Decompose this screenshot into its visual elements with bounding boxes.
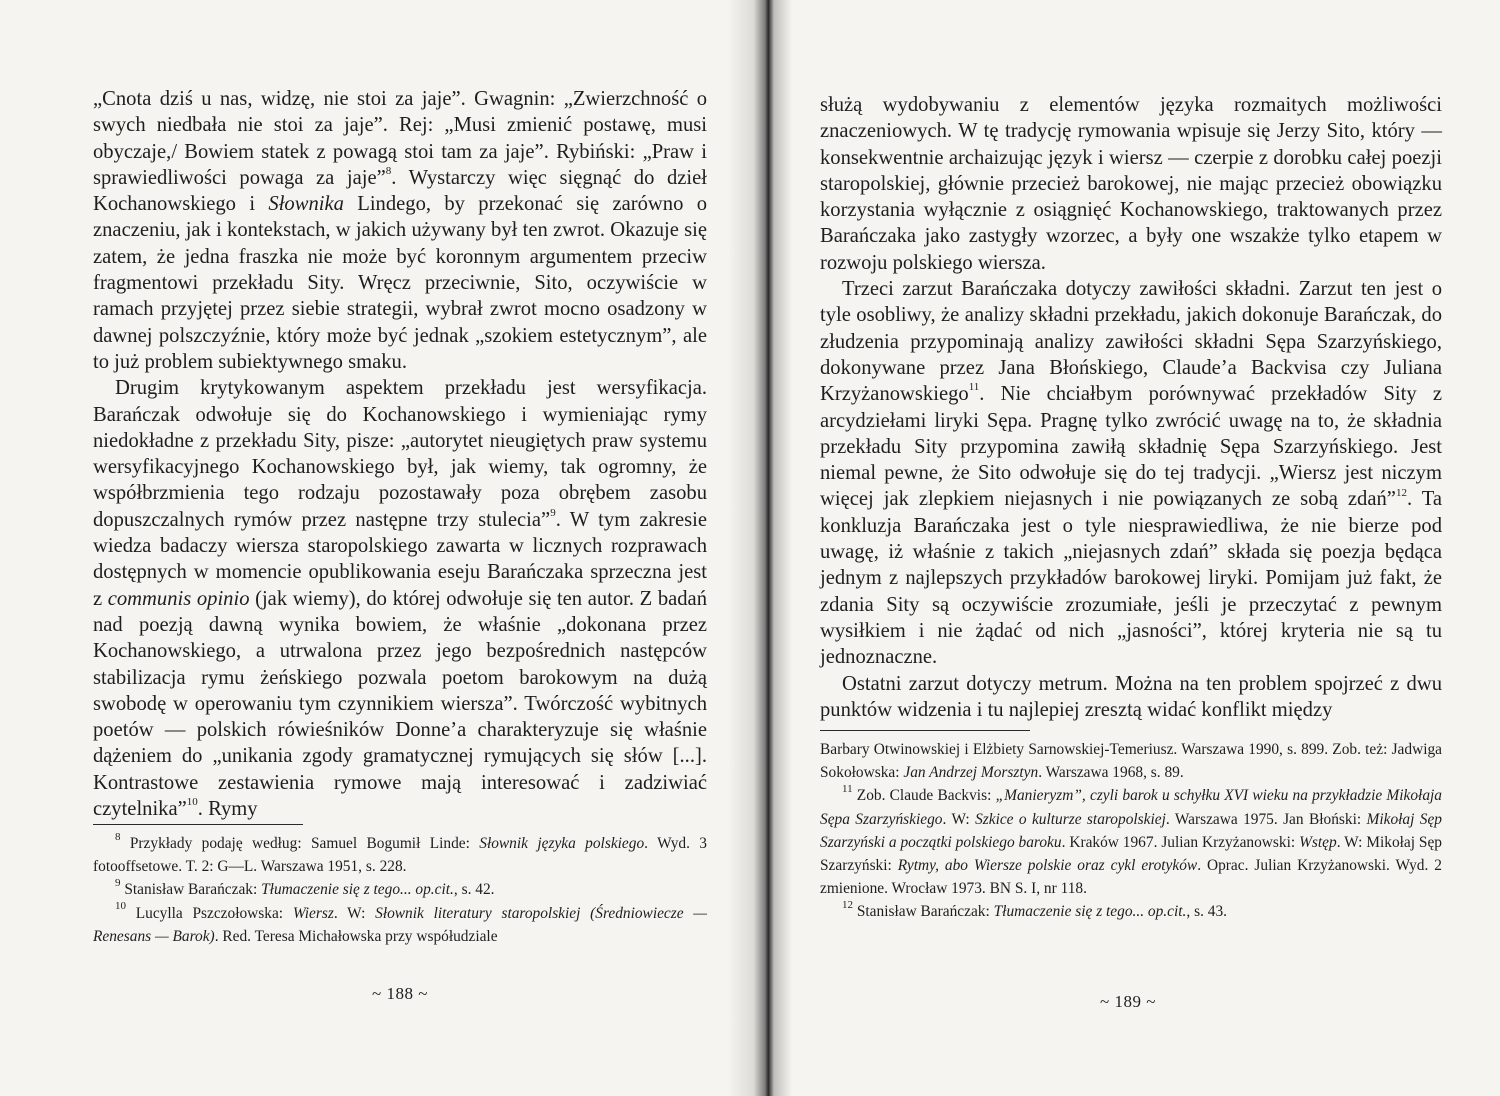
footnote (93, 902, 707, 948)
italic-text: Tłumaczenie się z tego... op.cit. (993, 903, 1187, 921)
italic-text: Słownik języka polskiego (479, 835, 645, 852)
paragraph (820, 671, 1442, 724)
paragraph (93, 375, 707, 822)
footnote-marker: 10 (115, 900, 126, 913)
footnote-marker: 12 (842, 899, 853, 912)
left-body-text (93, 86, 707, 822)
text-run: . Warszawa 1968, s. 89. (1038, 764, 1184, 782)
text-run: „Cnota dziś u nas, widzę, nie stoi za jaje”. Gwagnin: „Zwierzchność o swych niedbała nie stoi za jaje”. Rej: „Musi zmienić postawę, musi obyczaje,/ Bowiem statek z powagą stoi tam za jaje”. Rybiński: „Praw i sprawiedliwości powaga za jaje” (93, 88, 707, 189)
text-run: . Kraków 1967. Julian Krzyżanowski: (1061, 833, 1300, 851)
italic-text: Szkice o kulturze staropolskiej (975, 810, 1166, 828)
italic-text: Tłumaczenie się z tego... op.cit. (261, 881, 454, 899)
text-run: . Nie chciałbym porównywać przekładów Sity z arcydziełami liryki Sępa. Pragnę tylko zwrócić uwagę na to, że składnia przekładu Sity przypomina zawiłą składnię Sępa Szarzyńskiego. Jest niemal pewne, że Sito odwołuje się do tej tradycji. „Wiersz jest niczym więcej jak zlepkiem niejasnych i nie powiązanych ze sobą zdań” (820, 383, 1442, 511)
footnote-marker: 11 (968, 381, 980, 394)
footnote (820, 784, 1442, 900)
italic-text: Wiersz (292, 904, 334, 922)
text-run: służą wydobywaniu z elementów języka rozmaitych możliwości znaczeniowych. W tę tradycję rymowania wpisuje się Jerzy Sito, który — konsekwentnie archaizując język i wiersz — czerpie z dorobku całej poezji staropolskiej, głównie przecież barokowej, nie mając przecież obowiązku korzystania wyłącznie z osiągnięć Kochanowskiego, traktowanych przez Barańczaka jako zastygły wzorzec, a były one wszakże tylko etapem w rozwoju polskiego wiersza. (820, 94, 1442, 274)
left-footnotes (93, 832, 707, 948)
text-run: Stanisław Barańczak: (853, 903, 994, 921)
footnote-marker: 11 (842, 783, 853, 796)
book-gutter (728, 0, 792, 1096)
text-run: , s. 43. (1186, 903, 1228, 921)
footnote-marker: 10 (186, 796, 198, 809)
right-body-text (820, 92, 1442, 723)
text-run: (jak wiemy), do której odwołuje się ten autor. Z badań nad poezją dawną wynika bowiem, że właśnie „dokonana przez Kochanowskiego, a utrwalona przez jego bezpośrednich następców stabilizacja rymu żeńskiego pozwala poetom barokowym na dużą swobodę w operowaniu tym czynnikiem wiersza”. Twórczość wybitnych poetów — polskich rówieśników Donne’a charakteryzuje się właśnie dążeniem do „unikania zgody gramatycznej rymujących się słów [...]. Kontrastowe zestawienia rymowe mają interesować i zadziwiać czytelnika” (93, 587, 707, 821)
text-run: Lindego, by przekonać się zarówno o znaczeniu, jak i kontekstach, w jakich używany był ten zwrot. Okazuje się zatem, że jedna fraszka nie może być koronnym argumentem przeciw fragmentowi przekładu Sity. Wręcz przeciwnie, Sito, oczywiście w ramach przyjętej przez siebie strategii, wybrał zwrot mocno osadzony w dawnej polszczyźnie, który może być jednak „szokiem estetycznym”, ale to już problem subiektywnego smaku. (93, 193, 707, 373)
text-run: Barbary Otwinowskiej i Elżbiety Sarnowskiej-Temeriusz. Warszawa 1990, s. 899. Zob. też: Jadwiga Sokołowska: (820, 741, 1442, 782)
footnote (820, 900, 1442, 923)
text-run: . W tym zakresie wiedza badaczy wiersza staropolskiego zawarta w licznych rozprawach dostępnych w momencie opublikowania eseju Barańczaka sprzeczna jest z (93, 508, 708, 610)
footnote (93, 878, 707, 901)
text-run: . W: Mikołaj Sęp Szarzyński: (820, 833, 1442, 875)
footnote-marker: 8 (115, 830, 121, 843)
footnote-marker: 12 (1395, 486, 1407, 499)
text-run: Ostatni zarzut dotyczy metrum. Można na ten problem spojrzeć z dwu punktów widzenia i tu najlepiej zresztą widać konflikt między (820, 672, 1442, 721)
footnote-marker: 8 (385, 165, 392, 178)
text-run: . Warszawa 1975. Jan Błoński: (1165, 810, 1367, 828)
italic-text: communis opinio (107, 587, 250, 610)
italic-text: Mikołaj Sęp Szarzyński a początki polskiego baroku (820, 810, 1442, 851)
footnote-marker: 9 (550, 506, 556, 519)
right-footnotes (820, 738, 1442, 924)
text-run: Zob. Claude Backvis: (852, 787, 996, 805)
text-run: Trzeci zarzut Barańczaka dotyczy zawiłości składni. Zarzut ten jest o tyle osobliwy, że analizy składni przekładu, jakich dokonuje Barańczak, do złudzenia przypominają analizy zawiłości składni Sępa Szarzyńskiego, dokonywane przez Jana Błońskiego, Claude’a Backvisa czy Juliana Krzyżanowskiego (820, 278, 1442, 406)
paragraph (93, 86, 707, 375)
text-run: . Oprac. Julian Krzyżanowski. Wyd. 2 zmienione. Wrocław 1973. BN S. I, nr 118. (820, 857, 1442, 898)
footnote (820, 738, 1442, 784)
text-run: Lucylla Pszczołowska: (126, 904, 293, 922)
italic-text: Słownik literatury staropolskiej (Średniowiecze — Renesans — Barok) (93, 904, 707, 945)
right-page-number: ~ 189 ~ (1100, 992, 1156, 1011)
italic-text: Jan Andrzej Morsztyn (903, 764, 1039, 782)
footnote-marker: 9 (115, 877, 121, 890)
right-footnote-rule (820, 730, 1030, 731)
right-page (760, 0, 1500, 1096)
italic-text: Wstęp (1299, 833, 1337, 851)
text-run: Drugim krytykowanym aspektem przekładu jest wersyfikacja. Barańczak odwołuje się do Kochanowskiego i wymieniając rymy niedokładne z przekładu Sity, pisze: „autorytet nieugiętych praw systemu wersyfikacyjnego Kochanowskiego był, jak wiemy, tak ogromny, że współbrzmienia tego rodzaju pozostawały poza obrębem zasobu dopuszczalnych rymów przez następne trzy stulecia” (93, 377, 707, 531)
paragraph (820, 92, 1442, 276)
footnote (93, 832, 707, 878)
text-run: . Rymy (197, 798, 258, 821)
italic-text: „Manieryzm”, czyli barok u schyłku XVI wieku na przykładzie Mikołaja Sępa Szarzyńskiego (820, 787, 1442, 828)
left-footnote-rule (93, 824, 303, 825)
text-run: . Wyd. 3 fotooffsetowe. T. 2: G—L. Warszawa 1951, s. 228. (93, 835, 707, 876)
text-run: . Red. Teresa Michałowska przy współudziale (214, 927, 498, 945)
italic-text: Słownika (268, 193, 344, 216)
text-run: . W: (942, 810, 976, 828)
italic-text: Rytmy, abo Wiersze polskie oraz cykl erotyków (897, 857, 1198, 875)
text-run: . Ta konkluzja Barańczaka jest o tyle niesprawiedliwa, że nie bierze pod uwagę, iż właśnie z takich „niejasnych zdań” składa się poezja będąca jednym z najlepszych przykładów barokowej liryki. Pomijam już fakt, że zdania Sity są oczywiście zrozumiałe, jeśli je przeczytać z pewnym wysiłkiem i nie żądać od nich „jasności”, której kryteria nie są tu jednoznaczne. (820, 488, 1442, 669)
text-run: Stanisław Barańczak: (120, 881, 262, 899)
paragraph (820, 276, 1442, 670)
text-run: . Wystarczy więc sięgnąć do dzieł Kochanowskiego i (93, 166, 707, 216)
text-run: . W: (333, 904, 376, 922)
left-page-number: ~ 188 ~ (372, 984, 428, 1003)
text-run: , s. 42. (453, 881, 495, 899)
text-run: Przykłady podaję według: Samuel Bogumił Linde: (120, 835, 480, 852)
